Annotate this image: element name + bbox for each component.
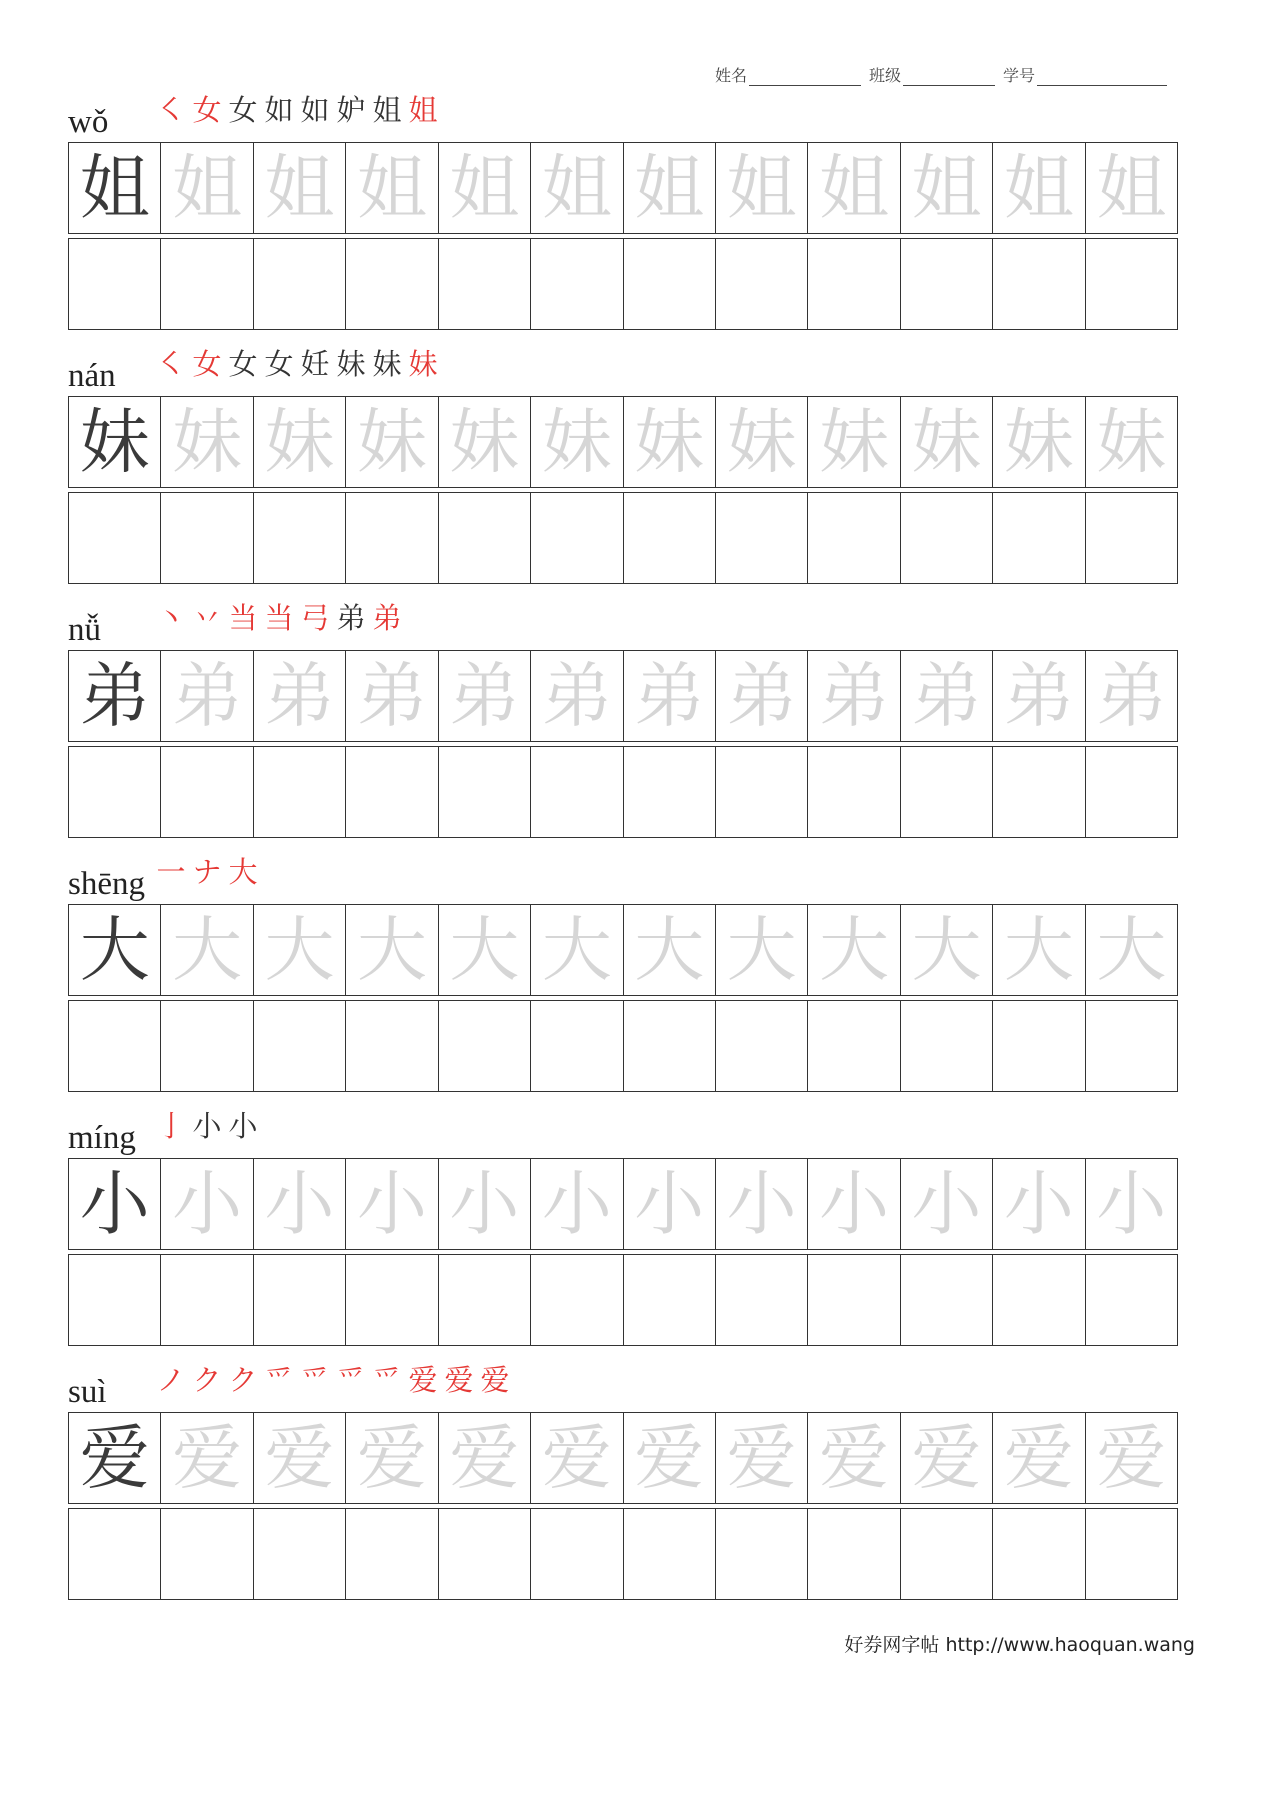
model-character-cell: 姐 — [69, 143, 161, 233]
blank-practice-cell[interactable] — [624, 239, 716, 329]
blank-practice-cell[interactable] — [624, 1001, 716, 1091]
trace-character-cell[interactable]: 大 — [346, 905, 438, 995]
stroke-step: 弓 — [300, 601, 330, 635]
stroke-step: ㇛ — [156, 93, 186, 127]
footer — [795, 1630, 1195, 1657]
blank-practice-cell[interactable] — [346, 1509, 438, 1599]
stroke-step: 弟 — [372, 601, 402, 635]
trace-character-cell[interactable]: 大 — [901, 905, 993, 995]
blank-practice-cell[interactable] — [808, 1509, 900, 1599]
blank-practice-cell[interactable] — [1086, 239, 1178, 329]
trace-character-cell[interactable]: 妹 — [531, 397, 623, 487]
trace-character-cell[interactable]: 爱 — [1086, 1413, 1178, 1503]
class-label: 班级 — [869, 66, 902, 85]
blank-practice-cell[interactable] — [993, 1509, 1085, 1599]
blank-practice-cell[interactable] — [346, 1255, 438, 1345]
trace-character-cell[interactable]: 小 — [901, 1159, 993, 1249]
pinyin-label: míng — [68, 1120, 136, 1156]
blank-practice-cell[interactable] — [161, 239, 253, 329]
blank-practice-cell[interactable] — [69, 1509, 161, 1599]
blank-practice-cell[interactable] — [993, 1255, 1085, 1345]
blank-practice-cell[interactable] — [624, 493, 716, 583]
trace-character-cell[interactable]: 爱 — [993, 1413, 1085, 1503]
trace-character-cell[interactable]: 大 — [161, 905, 253, 995]
trace-character-cell[interactable]: 大 — [716, 905, 808, 995]
trace-character-cell[interactable]: 大 — [439, 905, 531, 995]
blank-practice-cell[interactable] — [993, 493, 1085, 583]
stroke-step: 当 — [264, 601, 294, 635]
stroke-order — [154, 1109, 260, 1143]
trace-character-cell[interactable]: 妹 — [808, 397, 900, 487]
trace-character-cell[interactable]: 妹 — [901, 397, 993, 487]
stroke-step: 女 — [192, 93, 222, 127]
blank-practice-cell[interactable] — [531, 1509, 623, 1599]
section-label-row — [68, 590, 1178, 650]
trace-character-cell[interactable]: 弟 — [716, 651, 808, 741]
trace-character-cell[interactable]: 姐 — [901, 143, 993, 233]
character-section — [68, 1352, 1178, 1600]
blank-practice-cell[interactable] — [624, 747, 716, 837]
stroke-step: 一 — [156, 855, 186, 889]
stroke-step: 妹 — [372, 347, 402, 381]
model-character-cell: 妹 — [69, 397, 161, 487]
trace-character-cell[interactable]: 爱 — [439, 1413, 531, 1503]
stroke-step: 妹 — [408, 347, 438, 381]
blank-practice-cell[interactable] — [716, 1255, 808, 1345]
trace-character-cell[interactable]: 姐 — [161, 143, 253, 233]
section-label-row — [68, 1352, 1178, 1412]
stroke-step: 小 — [228, 1109, 258, 1143]
blank-practice-cell[interactable] — [69, 1001, 161, 1091]
trace-character-cell[interactable]: 弟 — [624, 651, 716, 741]
trace-character-cell[interactable]: 姐 — [254, 143, 346, 233]
practice-row — [68, 746, 1178, 838]
stroke-step: 姐 — [408, 93, 438, 127]
stroke-step: 爱 — [444, 1363, 474, 1397]
blank-practice-cell[interactable] — [254, 1255, 346, 1345]
blank-practice-cell[interactable] — [161, 1509, 253, 1599]
stroke-step: ク — [228, 1363, 258, 1397]
blank-practice-cell[interactable] — [716, 747, 808, 837]
trace-character-cell[interactable]: 弟 — [346, 651, 438, 741]
trace-character-cell[interactable]: 小 — [254, 1159, 346, 1249]
trace-character-cell[interactable]: 弟 — [161, 651, 253, 741]
blank-practice-cell[interactable] — [439, 1255, 531, 1345]
practice-row — [68, 1000, 1178, 1092]
trace-row — [68, 1412, 1178, 1504]
trace-character-cell[interactable]: 小 — [439, 1159, 531, 1249]
trace-character-cell[interactable]: 大 — [254, 905, 346, 995]
blank-practice-cell[interactable] — [624, 1255, 716, 1345]
trace-character-cell[interactable]: 大 — [808, 905, 900, 995]
blank-practice-cell[interactable] — [901, 747, 993, 837]
trace-character-cell[interactable]: 爱 — [808, 1413, 900, 1503]
stroke-order — [154, 855, 260, 889]
model-character-cell: 小 — [69, 1159, 161, 1249]
trace-character-cell[interactable]: 弟 — [901, 651, 993, 741]
blank-practice-cell[interactable] — [808, 1255, 900, 1345]
trace-character-cell[interactable]: 爱 — [716, 1413, 808, 1503]
trace-character-cell[interactable]: 小 — [346, 1159, 438, 1249]
blank-practice-cell[interactable] — [161, 1001, 253, 1091]
stroke-step: 爫 — [336, 1363, 366, 1397]
blank-practice-cell[interactable] — [439, 747, 531, 837]
trace-character-cell[interactable]: 姐 — [716, 143, 808, 233]
trace-character-cell[interactable]: 弟 — [808, 651, 900, 741]
practice-row — [68, 238, 1178, 330]
blank-practice-cell[interactable] — [1086, 1001, 1178, 1091]
blank-practice-cell[interactable] — [901, 493, 993, 583]
section-label-row — [68, 82, 1178, 142]
trace-character-cell[interactable]: 大 — [624, 905, 716, 995]
pinyin-label: suì — [68, 1374, 107, 1410]
practice-row — [68, 1254, 1178, 1346]
blank-practice-cell[interactable] — [808, 493, 900, 583]
blank-practice-cell[interactable] — [531, 1255, 623, 1345]
stroke-step: ナ — [192, 855, 222, 889]
blank-practice-cell[interactable] — [439, 1509, 531, 1599]
blank-practice-cell[interactable] — [69, 493, 161, 583]
stroke-step: 丶 — [156, 601, 186, 635]
trace-character-cell[interactable]: 妹 — [346, 397, 438, 487]
character-section — [68, 844, 1178, 1092]
blank-practice-cell[interactable] — [901, 1001, 993, 1091]
blank-practice-cell[interactable] — [254, 747, 346, 837]
character-section — [68, 336, 1178, 584]
stroke-order — [154, 1363, 512, 1397]
blank-practice-cell[interactable] — [716, 1001, 808, 1091]
trace-character-cell[interactable]: 小 — [993, 1159, 1085, 1249]
blank-practice-cell[interactable] — [346, 747, 438, 837]
pinyin-label: nǚ — [68, 612, 101, 648]
blank-practice-cell[interactable] — [901, 1255, 993, 1345]
trace-character-cell[interactable]: 爱 — [624, 1413, 716, 1503]
stroke-order — [154, 93, 440, 127]
trace-character-cell[interactable]: 大 — [531, 905, 623, 995]
model-character-cell: 大 — [69, 905, 161, 995]
stroke-step: 爫 — [372, 1363, 402, 1397]
trace-character-cell[interactable]: 弟 — [439, 651, 531, 741]
blank-practice-cell[interactable] — [254, 239, 346, 329]
stroke-step: ノ — [156, 1363, 186, 1397]
trace-character-cell[interactable]: 姐 — [346, 143, 438, 233]
character-section — [68, 82, 1178, 330]
blank-practice-cell[interactable] — [531, 239, 623, 329]
blank-practice-cell[interactable] — [161, 747, 253, 837]
trace-character-cell[interactable]: 爱 — [531, 1413, 623, 1503]
stroke-step: 爫 — [300, 1363, 330, 1397]
blank-practice-cell[interactable] — [531, 493, 623, 583]
blank-practice-cell[interactable] — [808, 1001, 900, 1091]
stroke-step: 小 — [192, 1109, 222, 1143]
pinyin-label: shēng — [68, 866, 145, 902]
blank-practice-cell[interactable] — [993, 239, 1085, 329]
blank-practice-cell[interactable] — [161, 493, 253, 583]
character-section — [68, 1098, 1178, 1346]
blank-practice-cell[interactable] — [1086, 1255, 1178, 1345]
stroke-step: 姐 — [372, 93, 402, 127]
trace-character-cell[interactable]: 姐 — [439, 143, 531, 233]
blank-practice-cell[interactable] — [69, 1255, 161, 1345]
trace-character-cell[interactable]: 弟 — [531, 651, 623, 741]
blank-practice-cell[interactable] — [993, 1001, 1085, 1091]
blank-practice-cell[interactable] — [346, 1001, 438, 1091]
trace-character-cell[interactable]: 妹 — [1086, 397, 1178, 487]
pinyin-label: wǒ — [68, 104, 109, 140]
blank-practice-cell[interactable] — [254, 493, 346, 583]
section-label-row — [68, 844, 1178, 904]
blank-practice-cell[interactable] — [346, 239, 438, 329]
trace-character-cell[interactable]: 爱 — [254, 1413, 346, 1503]
practice-row — [68, 1508, 1178, 1600]
trace-character-cell[interactable]: 妹 — [716, 397, 808, 487]
trace-character-cell[interactable]: 姐 — [808, 143, 900, 233]
stroke-step: 如 — [300, 93, 330, 127]
trace-character-cell[interactable]: 爱 — [161, 1413, 253, 1503]
blank-practice-cell[interactable] — [69, 747, 161, 837]
blank-practice-cell[interactable] — [716, 1509, 808, 1599]
trace-character-cell[interactable]: 小 — [1086, 1159, 1178, 1249]
blank-practice-cell[interactable] — [346, 493, 438, 583]
blank-practice-cell[interactable] — [439, 1001, 531, 1091]
blank-practice-cell[interactable] — [439, 493, 531, 583]
blank-practice-cell[interactable] — [1086, 1509, 1178, 1599]
stroke-step: 爫 — [264, 1363, 294, 1397]
blank-practice-cell[interactable] — [716, 493, 808, 583]
stroke-step: ク — [192, 1363, 222, 1397]
trace-character-cell[interactable]: 小 — [624, 1159, 716, 1249]
trace-character-cell[interactable]: 大 — [1086, 905, 1178, 995]
stroke-step: 女 — [192, 347, 222, 381]
character-section — [68, 590, 1178, 838]
trace-character-cell[interactable]: 弟 — [254, 651, 346, 741]
trace-character-cell[interactable]: 妹 — [993, 397, 1085, 487]
blank-practice-cell[interactable] — [531, 747, 623, 837]
stroke-step: 大 — [228, 855, 258, 889]
blank-practice-cell[interactable] — [808, 747, 900, 837]
stroke-step: 女 — [264, 347, 294, 381]
blank-practice-cell[interactable] — [808, 239, 900, 329]
blank-practice-cell[interactable] — [439, 239, 531, 329]
trace-character-cell[interactable]: 爱 — [346, 1413, 438, 1503]
stroke-step: 女 — [228, 347, 258, 381]
trace-character-cell[interactable]: 姐 — [993, 143, 1085, 233]
blank-practice-cell[interactable] — [716, 239, 808, 329]
trace-character-cell[interactable]: 小 — [808, 1159, 900, 1249]
footer-url[interactable]: http://www.haoquan.wang — [945, 1634, 1195, 1656]
trace-character-cell[interactable]: 弟 — [993, 651, 1085, 741]
stroke-step: 妹 — [336, 347, 366, 381]
footer-site-name: 好券网字帖 — [844, 1634, 940, 1656]
trace-character-cell[interactable]: 小 — [531, 1159, 623, 1249]
blank-practice-cell[interactable] — [1086, 493, 1178, 583]
name-label: 姓名 — [715, 66, 748, 85]
stroke-step: ㇛ — [156, 347, 186, 381]
student-id-label: 学号 — [1003, 66, 1036, 85]
trace-row — [68, 1158, 1178, 1250]
blank-practice-cell[interactable] — [254, 1001, 346, 1091]
stroke-order — [154, 601, 404, 635]
blank-practice-cell[interactable] — [69, 239, 161, 329]
trace-row — [68, 650, 1178, 742]
blank-practice-cell[interactable] — [624, 1509, 716, 1599]
trace-character-cell[interactable]: 姐 — [1086, 143, 1178, 233]
trace-character-cell[interactable]: 姐 — [531, 143, 623, 233]
stroke-step: 妊 — [300, 347, 330, 381]
trace-character-cell[interactable]: 弟 — [1086, 651, 1178, 741]
trace-character-cell[interactable]: 妹 — [161, 397, 253, 487]
model-character-cell: 弟 — [69, 651, 161, 741]
blank-practice-cell[interactable] — [531, 1001, 623, 1091]
stroke-step: 弟 — [336, 601, 366, 635]
trace-row — [68, 396, 1178, 488]
stroke-order — [154, 347, 440, 381]
stroke-step: 如 — [264, 93, 294, 127]
practice-row — [68, 492, 1178, 584]
section-label-row — [68, 1098, 1178, 1158]
stroke-step: 丷 — [192, 601, 222, 635]
trace-character-cell[interactable]: 爱 — [901, 1413, 993, 1503]
stroke-step: 爱 — [480, 1363, 510, 1397]
trace-character-cell[interactable]: 小 — [716, 1159, 808, 1249]
trace-character-cell[interactable]: 妹 — [624, 397, 716, 487]
trace-character-cell[interactable]: 小 — [161, 1159, 253, 1249]
trace-character-cell[interactable]: 妹 — [254, 397, 346, 487]
stroke-step: 爱 — [408, 1363, 438, 1397]
pinyin-label: nán — [68, 358, 116, 394]
blank-practice-cell[interactable] — [1086, 747, 1178, 837]
stroke-step: 女 — [228, 93, 258, 127]
stroke-step: 亅 — [156, 1109, 186, 1143]
section-label-row — [68, 336, 1178, 396]
blank-practice-cell[interactable] — [993, 747, 1085, 837]
stroke-step: 妒 — [336, 93, 366, 127]
model-character-cell: 爱 — [69, 1413, 161, 1503]
blank-practice-cell[interactable] — [901, 1509, 993, 1599]
trace-character-cell[interactable]: 妹 — [439, 397, 531, 487]
trace-row — [68, 142, 1178, 234]
blank-practice-cell[interactable] — [901, 239, 993, 329]
blank-practice-cell[interactable] — [254, 1509, 346, 1599]
trace-row — [68, 904, 1178, 996]
blank-practice-cell[interactable] — [161, 1255, 253, 1345]
trace-character-cell[interactable]: 大 — [993, 905, 1085, 995]
trace-character-cell[interactable]: 姐 — [624, 143, 716, 233]
stroke-step: 当 — [228, 601, 258, 635]
